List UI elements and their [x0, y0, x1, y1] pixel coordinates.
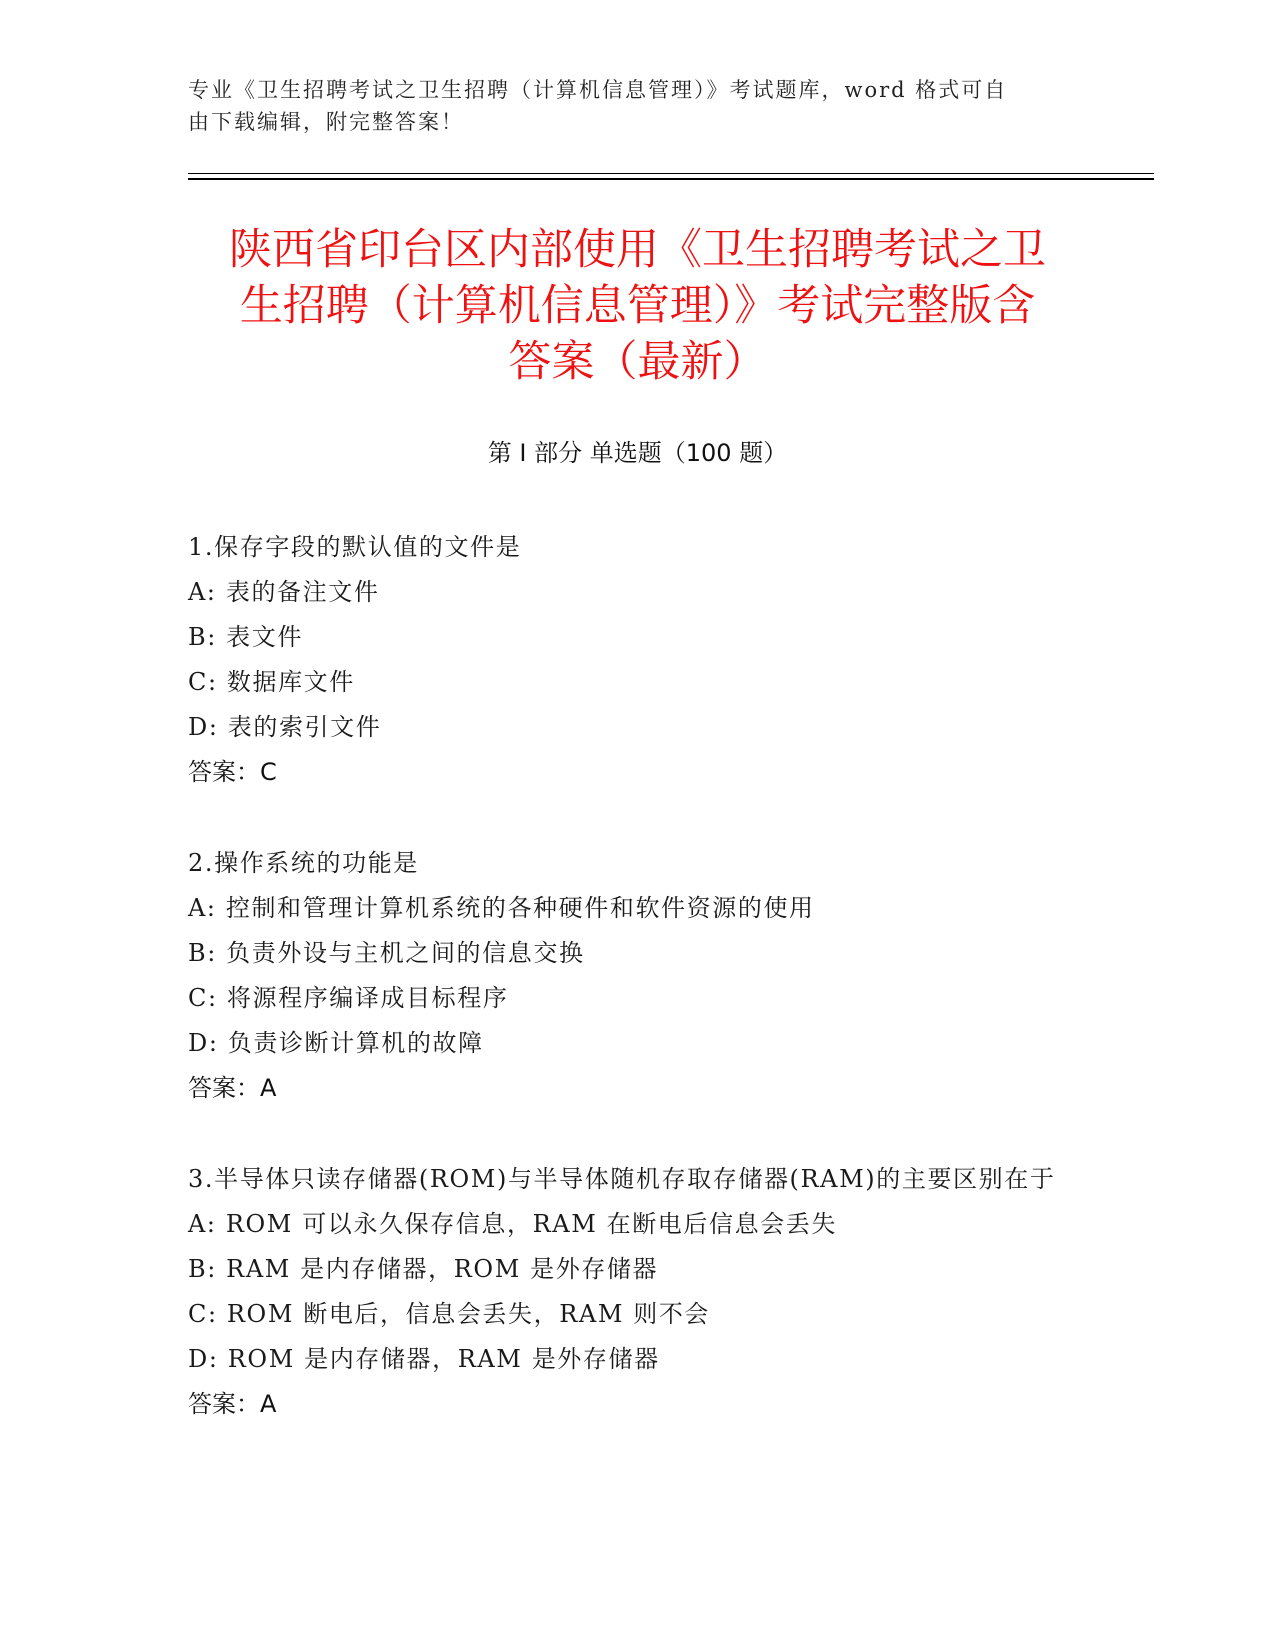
- option-b: B: 负责外设与主机之间的信息交换: [188, 939, 585, 967]
- title-line: 陕西省印台区内部使用《卫生招聘考试之卫: [229, 225, 1046, 275]
- title-line: 答案（最新）: [508, 337, 767, 387]
- title-line: 生招聘（计算机信息管理）》考试完整版含: [239, 281, 1036, 331]
- question-1: [188, 525, 1068, 795]
- answer: 答案：A: [188, 1074, 277, 1102]
- question-3: [188, 1157, 1068, 1427]
- header-note-line: 由下载编辑，附完整答案！: [188, 110, 464, 134]
- answer: 答案：C: [188, 758, 277, 786]
- option-d: D: ROM 是内存储器，RAM 是外存储器: [188, 1345, 660, 1373]
- option-b: B: 表文件: [188, 623, 303, 651]
- option-a: A: ROM 可以永久保存信息，RAM 在断电后信息会丢失: [188, 1210, 837, 1238]
- header-note-line: 专业《卫生招聘考试之卫生招聘（计算机信息管理）》考试题库，word 格式可自: [188, 78, 1008, 102]
- question-stem: 2.操作系统的功能是: [188, 849, 419, 877]
- question-2: [188, 841, 1068, 1111]
- option-c: C: 将源程序编译成目标程序: [188, 984, 509, 1012]
- section-heading: 第 I 部分 单选题（100 题）: [487, 439, 788, 467]
- option-d: D: 负责诊断计算机的故障: [188, 1029, 484, 1057]
- answer: 答案：A: [188, 1390, 277, 1418]
- option-d: D: 表的索引文件: [188, 713, 382, 741]
- question-stem: 1.保存字段的默认值的文件是: [188, 533, 522, 561]
- option-b: B: RAM 是内存储器，ROM 是外存储器: [188, 1255, 659, 1283]
- option-a: A: 控制和管理计算机系统的各种硬件和软件资源的使用: [188, 894, 815, 922]
- header-rule-thick: [188, 178, 1154, 180]
- header-note: [188, 74, 1068, 138]
- question-list: [188, 525, 1068, 1473]
- option-c: C: ROM 断电后，信息会丢失，RAM 则不会: [188, 1300, 711, 1328]
- document-title: [150, 222, 1125, 390]
- option-c: C: 数据库文件: [188, 668, 355, 696]
- question-stem: 3.半导体只读存储器(ROM)与半导体随机存取存储器(RAM)的主要区别在于: [188, 1165, 1056, 1193]
- header-rule-thin: [188, 173, 1154, 174]
- option-a: A: 表的备注文件: [188, 578, 380, 606]
